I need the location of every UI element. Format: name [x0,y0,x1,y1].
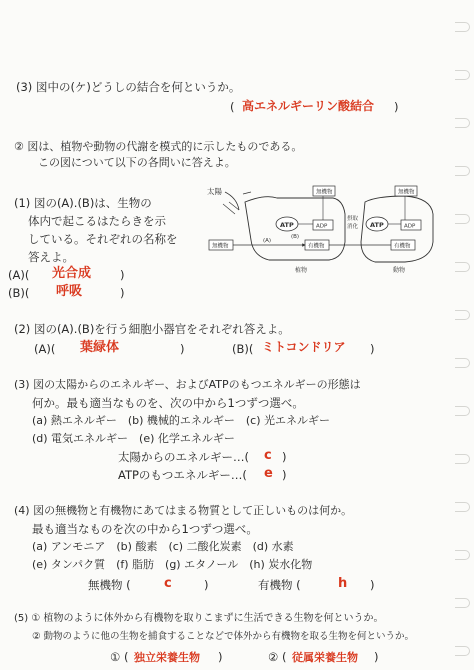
binding-ring [455,70,470,80]
sun-label: 太陽 [207,187,222,196]
q1-a-label: (A)( [8,268,30,282]
answer-q5-2: 従属栄養生物 [292,651,358,664]
q3-atp-close: ) [282,468,287,482]
q1-a-close: ) [120,268,125,282]
answer-q5-1: 独立栄養生物 [134,651,200,664]
binding-ring [455,310,470,320]
svg-text:無機物: 無機物 [398,189,415,196]
binding-ring [455,262,470,272]
svg-text:消化: 消化 [347,224,359,230]
svg-text:摂取: 摂取 [347,216,359,222]
binding-ring [455,166,470,176]
binding-ring [455,454,470,464]
answer-q2-b: ミトコンドリア [262,340,346,354]
binding-ring [455,550,470,560]
q4-options-1: (a) アンモニア (b) 酸素 (c) 二酸化炭素 (d) 水素 [32,540,294,553]
q5-ans1-label: ① ( [110,650,129,664]
question-2: (2) 図の(A).(B)を行う細胞小器官をそれぞれ答えよ。 [14,322,290,336]
question-1-line2: 体内で起こるはたらきを示 [28,214,166,228]
q4-organic-close: ) [370,578,375,592]
q3-options-2: (d) 電気エネルギー (e) 化学エネルギー [32,432,235,445]
question-5-line1: (5) ① 植物のように体外から有機物を取りこまずに生活できる生物を何というか。 [14,613,384,624]
question-1-line3: している。それぞれの名称を [28,232,178,246]
q4-options-2: (e) タンパク質 (f) 脂肪 (g) エタノール (h) 炭水化物 [32,558,313,571]
metabolism-diagram [205,180,443,276]
answer-open-paren: ( [230,100,235,114]
binding-ring [455,502,470,512]
section-2-instruction: この図について以下の各問いに答えよ。 [38,156,236,169]
svg-text:ATP: ATP [280,221,294,229]
svg-text:動物: 動物 [393,267,406,274]
q4-organic-label: 有機物 ( [258,578,301,592]
svg-text:ADP: ADP [404,223,416,230]
svg-text:有機物: 有機物 [308,243,325,250]
answer-q2-a: 葉緑体 [80,340,120,355]
question-3-prev: (3) 図中の(ケ)どうしの結合を何というか。 [16,80,241,94]
svg-text:有機物: 有機物 [394,243,411,250]
question-1-line1: (1) 図の(A).(B)は、生物の [14,196,152,210]
q2-b-close: ) [370,342,375,356]
answer-q3-atp: e [264,466,273,481]
question-3-line2: 何か。最も適当なものを、次の中から1つずつ選べ。 [32,396,304,410]
answer-q1-a: 光合成 [52,266,92,281]
binding-ring [455,646,470,656]
q5-ans1-close: ) [218,650,223,664]
question-5-line2: ② 動物のように他の生物を捕食することなどで体外から有機物を取る生物を何というか。 [32,631,415,642]
answer-q4-inorganic: c [164,576,172,591]
question-4-line1: (4) 図の無機物と有機物にあてはまる物質として正しいものは何か。 [14,504,353,517]
binding-ring [455,22,470,32]
svg-text:植物: 植物 [295,267,308,274]
q3-options-1: (a) 熱エネルギー (b) 機械的エネルギー (c) 光エネルギー [32,414,331,427]
section-2-intro: ② 図は、植物や動物の代謝を模式的に示したものである。 [14,140,303,153]
question-1-line4: 答えよ。 [28,250,74,264]
q1-b-close: ) [120,286,125,300]
q3-sun-label: 太陽からのエネルギー…( [118,450,249,464]
binding-ring [455,358,470,368]
q3-sun-close: ) [282,450,287,464]
answer-close-paren: ) [394,100,399,114]
q3-atp-label: ATPのもつエネルギー…( [118,468,247,482]
svg-text:ATP: ATP [370,221,384,229]
q4-inorganic-label: 無機物 ( [88,578,131,592]
q2-b-label: (B)( [232,342,254,356]
binding-ring [455,598,470,608]
question-4-line2: 最も適当なものを次の中から1つずつ選べ。 [32,522,258,536]
binding-ring [455,214,470,224]
question-3-line1: (3) 図の太陽からのエネルギー、およびATPのもつエネルギーの形態は [14,378,361,391]
q2-a-label: (A)( [34,342,56,356]
q1-b-label: (B)( [8,286,30,300]
q4-inorganic-close: ) [204,578,209,592]
svg-text:無機物: 無機物 [316,189,333,196]
svg-text:無機物: 無機物 [212,243,229,250]
svg-text:(A): (A) [263,238,272,244]
answer-q3-sun: c [264,448,272,463]
q2-a-close: ) [180,342,185,356]
answer-q1-b: 呼吸 [56,284,83,299]
binding-ring [455,118,470,128]
binding-ring [455,406,470,416]
q5-ans2-label: ② ( [268,650,287,664]
svg-text:ADP: ADP [316,223,328,230]
answer-q4-organic: h [338,576,348,591]
svg-text:(B): (B) [291,234,300,240]
q5-ans2-close: ) [374,650,379,664]
answer-q3-prev: 高エネルギーリン酸結合 [242,99,375,113]
